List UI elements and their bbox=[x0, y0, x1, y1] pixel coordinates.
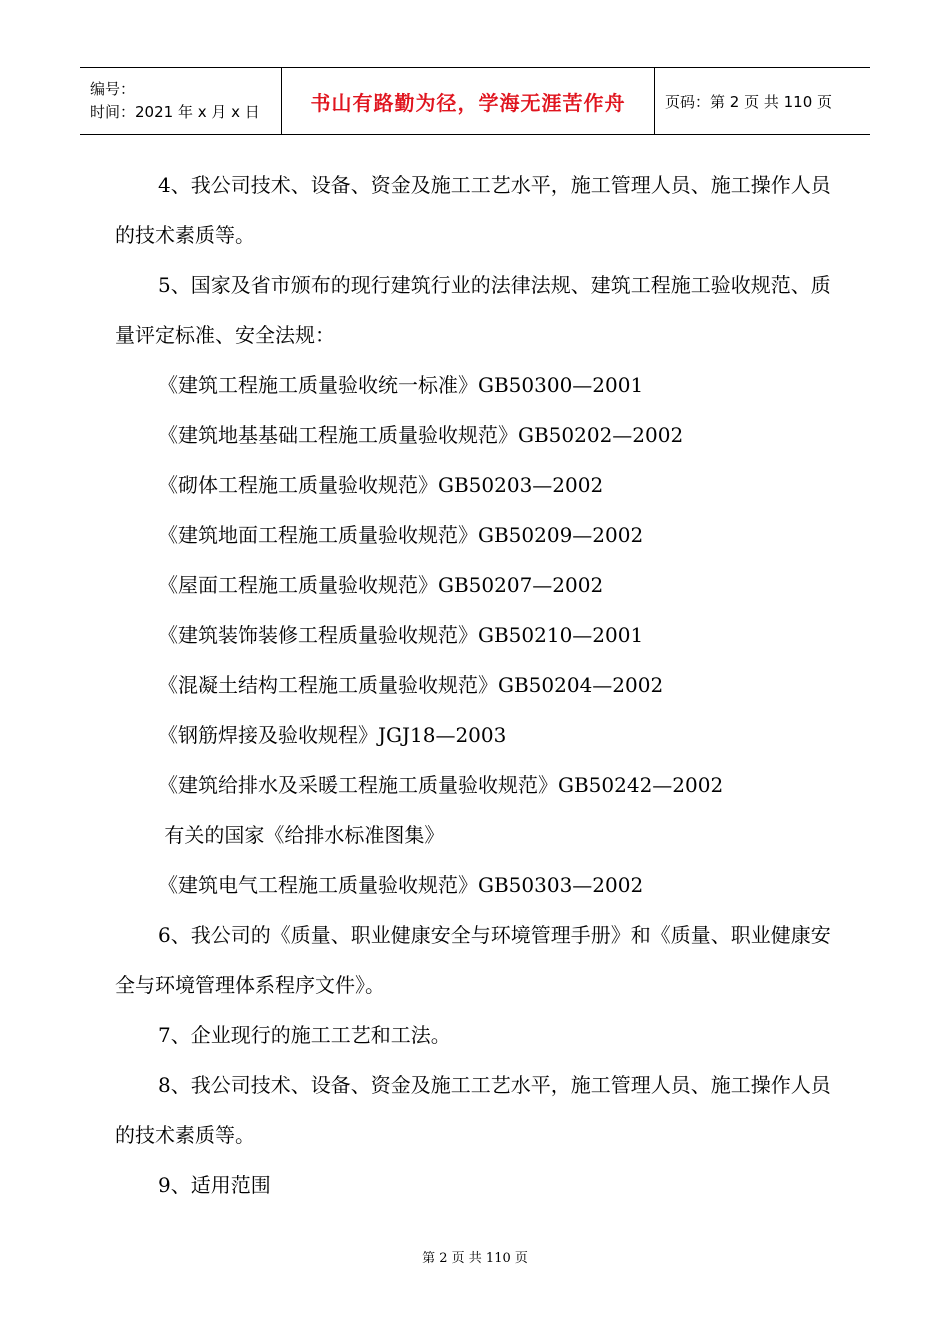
paragraph-6: 6、我公司的《质量、职业健康安全与环境管理手册》和《质量、职业健康安全与环境管理体系程序文件》。 bbox=[115, 923, 831, 997]
header-meta bbox=[80, 68, 282, 134]
header-page-info-cell bbox=[655, 68, 870, 134]
standard-item: 《建筑电气工程施工质量验收规范》GB50303—2002 bbox=[158, 873, 644, 897]
standard-item: 《屋面工程施工质量验收规范》GB50207—2002 bbox=[158, 573, 604, 597]
paragraph-7: 7、企业现行的施工工艺和工法。 bbox=[158, 1023, 451, 1047]
header-page-info: 页码：第 2 页 共 110 页 bbox=[665, 92, 833, 111]
standard-item: 《建筑给排水及采暖工程施工质量验收规范》GB50242—2002 bbox=[158, 773, 724, 797]
standard-item: 《建筑地面工程施工质量验收规范》GB50209—2002 bbox=[158, 523, 644, 547]
standard-item: 《砌体工程施工质量验收规范》GB50203—2002 bbox=[158, 473, 604, 497]
standard-item: 《混凝土结构工程施工质量验收规范》GB50204—2002 bbox=[158, 673, 664, 697]
standard-item: 有关的国家《给排水标准图集》 bbox=[158, 823, 445, 847]
standard-item: 《钢筋焊接及验收规程》JGJ18—2003 bbox=[158, 723, 507, 747]
paragraph-5: 5、国家及省市颁布的现行建筑行业的法律法规、建筑工程施工验收规范、质量评定标准、安全法规： bbox=[115, 273, 831, 347]
header-motto: 书山有路勤为径，学海无涯苦作舟 bbox=[310, 90, 626, 115]
time-label: 时间：2021 年 x 月 x 日 bbox=[90, 103, 260, 121]
page-footer: 第 2 页 共 110 页 bbox=[422, 1251, 528, 1266]
standard-item: 《建筑装饰装修工程质量验收规范》GB50210—2001 bbox=[158, 623, 644, 647]
paragraph-8: 8、我公司技术、设备、资金及施工工艺水平，施工管理人员、施工操作人员的技术素质等。 bbox=[115, 1073, 831, 1147]
document-body bbox=[115, 160, 840, 1210]
header-motto-cell bbox=[282, 68, 655, 134]
number-label: 编号： bbox=[90, 80, 136, 98]
paragraph-4: 4、我公司技术、设备、资金及施工工艺水平，施工管理人员、施工操作人员的技术素质等。 bbox=[115, 173, 831, 247]
standard-item: 《建筑工程施工质量验收统一标准》GB50300—2001 bbox=[158, 373, 644, 397]
page-header bbox=[80, 67, 870, 135]
paragraph-9: 9、适用范围 bbox=[158, 1173, 271, 1197]
standard-item: 《建筑地基基础工程施工质量验收规范》GB50202—2002 bbox=[158, 423, 684, 447]
